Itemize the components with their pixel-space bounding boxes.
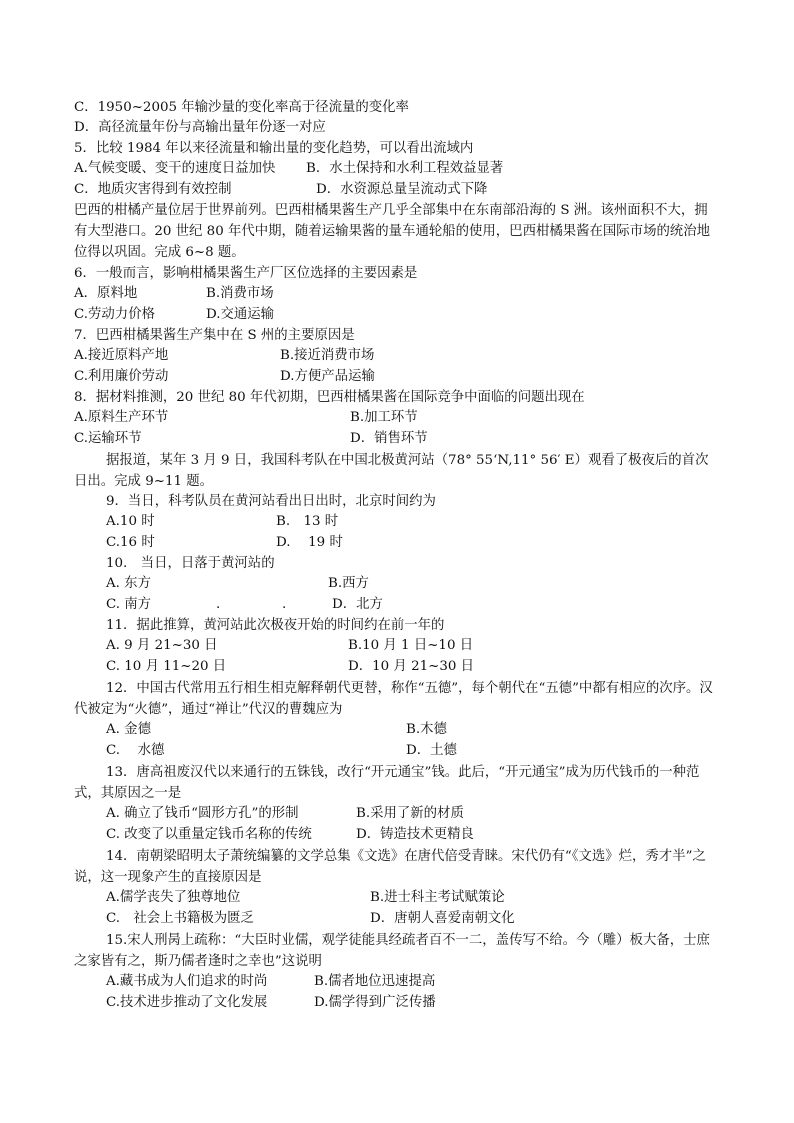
q9-stem: 9．当日，科考队员在黄河站看出日出时，北京时间约为 <box>106 494 436 509</box>
q14-option-b: B.进士科主考试赋策论 <box>370 890 505 905</box>
prev-option-c: C．1950~2005 年输沙量的变化率高于径流量的变化率 <box>74 100 409 115</box>
q12-stem: 12．中国古代常用五行相生相克解释朝代更替，称作“五德”，每个朝代在“五德”中都有相应的次序。汉代被定为“火德”，通过“禅让”代汉的曹魏应为 <box>74 681 713 717</box>
q10-option-a: A. 东方 <box>106 576 151 591</box>
q9-option-d: D. 19 时 <box>276 535 343 550</box>
q7-option-b: B.接近消费市场 <box>280 348 375 363</box>
q11-stem: 11．据此推算，黄河站此次极夜开始的时间约在前一年的 <box>106 618 445 633</box>
q10-stem: 10. 当日，日落于黄河站的 <box>106 556 275 571</box>
q5-option-a: A.气候变暖、变干的速度日益加快 <box>74 161 276 176</box>
q7-option-d: D.方便产品运输 <box>280 369 375 384</box>
q7-stem: 7．巴西柑橘果酱生产集中在 S 州的主要原因是 <box>74 328 355 343</box>
q9-option-a: A.10 时 <box>106 514 155 529</box>
q14-option-a: A.儒学丧失了独尊地位 <box>106 890 241 905</box>
q6-stem: 6．一般而言，影响柑橘果酱生产厂区位选择的主要因素是 <box>74 266 418 281</box>
q13-option-d: D．铸造技术更精良 <box>356 827 474 842</box>
q6-option-c: C.劳动力价格 <box>74 307 155 322</box>
stray-dot: . <box>282 597 287 612</box>
q11-option-a: A. 9 月 21~30 日 <box>106 638 218 653</box>
q8-option-b: B.加工环节 <box>350 410 418 425</box>
q8-option-a: A.原料生产环节 <box>74 410 169 425</box>
q13-stem: 13．唐高祖废汉代以来通行的五铢钱，改行“开元通宝”钱。此后，“开元通宝”成为历代钱币的一种范式，其原因之一是 <box>74 765 700 801</box>
q8-option-d: D．销售环节 <box>350 431 428 446</box>
q12-option-a: A. 金德 <box>106 722 151 737</box>
q15-option-c: C.技术进步推动了文化发展 <box>106 995 268 1010</box>
q7-option-a: A.接近原料产地 <box>74 348 169 363</box>
q7-option-c: C.利用廉价劳动 <box>74 369 169 384</box>
q13-option-b: B.采用了新的材质 <box>356 806 464 821</box>
q12-option-b: B.木德 <box>406 722 447 737</box>
q8-stem: 8．据材料推测，20 世纪 80 年代初期，巴西柑橘果酱在国际竞争中面临的问题出现在 <box>74 390 585 405</box>
q12-option-c: C. 水德 <box>106 743 165 758</box>
q10-option-d: D．北方 <box>332 597 383 612</box>
q11-option-d: D．10 月 21~30 日 <box>348 659 475 674</box>
q15-stem: 15.宋人刑昺上疏称：“大臣时业儒，观学徒能具经疏者百不一二，盖传写不给。今（雕）板大备，士庶之家皆有之，斯乃儒者逢时之幸也”这说明 <box>74 933 710 969</box>
q15-option-d: D.儒学得到广泛传播 <box>314 995 436 1010</box>
q14-stem: 14．南朝梁昭明太子萧统编纂的文学总集《文选》在唐代倍受青睐。宋代仍有“《文选》烂，秀才半”之说，这一现象产生的直接原因是 <box>74 849 706 885</box>
passage-yellow-river-station: 据报道，某年 3 月 9 日，我国科考队在中国北极黄河站（78° 55‘N,11° 56′ E）观看了极夜后的首次日出。完成 9~11 题。 <box>74 453 709 489</box>
q15-option-b: B.儒者地位迅速提高 <box>314 974 436 989</box>
q12-option-d: D．土德 <box>406 743 457 758</box>
q11-option-c: C. 10 月 11~20 日 <box>106 659 227 674</box>
q13-option-a: A. 确立了钱币“圆形方孔”的形制 <box>106 806 299 821</box>
q5-option-c: C．地质灾害得到有效控制 <box>74 182 232 197</box>
q9-option-b: B. 13 时 <box>276 514 339 529</box>
q6-option-d: D.交通运输 <box>206 307 275 322</box>
q8-option-c: C.运输环节 <box>74 431 142 446</box>
q10-option-c: C. 南方 <box>106 597 152 612</box>
q6-option-b: B.消费市场 <box>206 286 274 301</box>
q14-option-d: D．唐朝人喜爱南朝文化 <box>370 911 515 926</box>
q11-option-b: B.10 月 1 日~10 日 <box>348 638 474 653</box>
passage-citrus: 巴西的柑橘产量位居于世界前列。巴西柑橘果酱生产几乎全部集中在东南部沿海的 S 洲。该州面积不大，拥有大型港口。20 世纪 80 年代中期，随着运输果酱的量车通轮船的使用，巴西柑橘果酱在国际市场的统治地位得以巩固。完成 6~8 题。 <box>74 203 711 260</box>
q6-option-a: A．原料地 <box>74 286 138 301</box>
q9-option-c: C.16 时 <box>106 535 155 550</box>
q5-option-d: D．水资源总量呈流动式下降 <box>316 182 488 197</box>
q15-option-a: A.藏书成为人们追求的时尚 <box>106 974 268 989</box>
q14-option-c: C. 社会上书籍极为匮乏 <box>106 911 254 926</box>
q5-stem: 5．比较 1984 年以来径流量和输出量的变化趋势，可以看出流域内 <box>74 141 474 156</box>
prev-option-d: D．高径流量年份与高输出量年份逐一对应 <box>74 120 326 135</box>
q13-option-c: C. 改变了以重量定钱币名称的传统 <box>106 827 312 842</box>
q5-option-b: B．水土保持和水利工程效益显著 <box>306 161 504 176</box>
q10-option-b: B.西方 <box>328 576 369 591</box>
stray-dot: . <box>216 597 221 612</box>
